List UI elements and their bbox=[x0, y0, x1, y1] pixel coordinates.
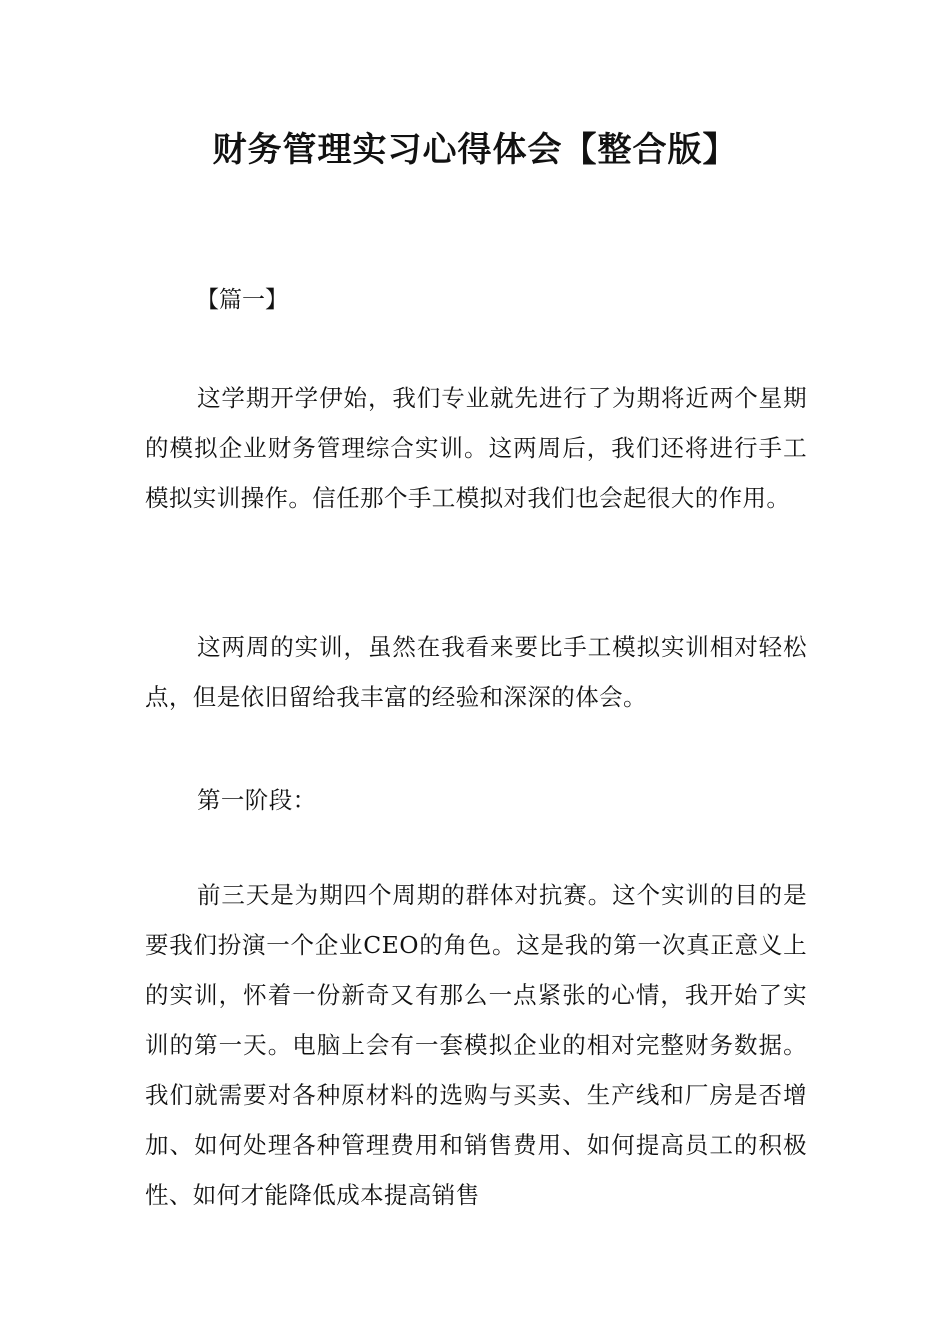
document-title: 财务管理实习心得体会【整合版】 bbox=[212, 130, 738, 170]
paragraph-4: 前三天是为期四个周期的群体对抗赛。这个实训的目的是要我们扮演一个企业CEO的角色。这是我的第一次真正意义上的实训，怀着一份新奇又有那么一点紧张的心情，我开始了实训的第一天。电脑上会有一套模拟企业的相对完整财务数据。我们就需要对各种原材料的选购与买卖、生产线和厂房是否增加、如何处理各种管理费用和销售费用、如何提高员工的积极性、如何才能降低成本提高销售 bbox=[145, 881, 807, 1209]
paragraph-1: 这学期开学伊始，我们专业就先进行了为期将近两个星期的模拟企业财务管理综合实训。这两周后，我们还将进行手工模拟实训操作。信任那个手工模拟对我们也会起很大的作用。 bbox=[145, 384, 807, 512]
paragraph-2: 这两周的实训，虽然在我看来要比手工模拟实训相对轻松点，但是依旧留给我丰富的经验和深深的体会。 bbox=[145, 633, 807, 711]
paragraph-3: 第一阶段： bbox=[197, 786, 317, 814]
section-label: 【篇一】 bbox=[196, 287, 288, 313]
